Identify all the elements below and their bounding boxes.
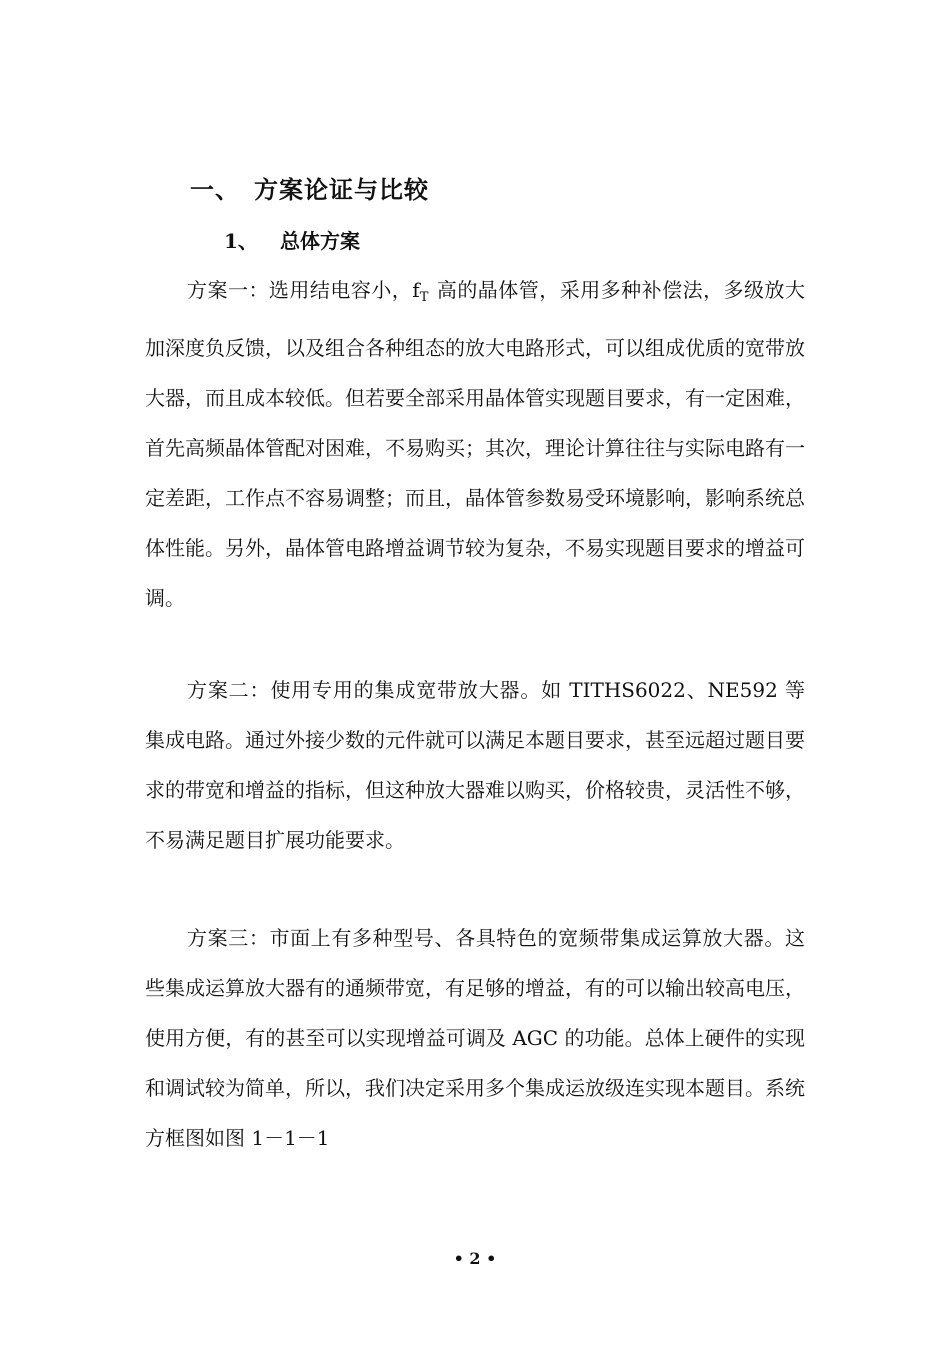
plan-one-text-start: 方案一：选用结电容小，f xyxy=(187,278,420,302)
section-title: 方案论证与比较 xyxy=(254,175,429,204)
section-heading xyxy=(190,172,429,208)
section-number: 一、 xyxy=(190,175,240,204)
subsection-number: 1、 xyxy=(224,229,258,253)
paragraph-plan-three: 方案三：市面上有多种型号、各具特色的宽频带集成运算放大器。这些集成运算放大器有的通频带宽，有足够的增益，有的可以输出较高电压，使用方便，有的甚至可以实现增益可调及 AGC 的功能。总体上硬件的实现和调试较为简单，所以，我们决定采用多个集成运放级连实现本题目。系统方框图如图 1－1－1 xyxy=(145,926,805,1150)
page-number: • 2 • xyxy=(453,1249,497,1268)
subsection-title: 总体方案 xyxy=(280,229,360,253)
paragraph-plan-two: 方案二：使用专用的集成宽带放大器。如 TITHS6022、NE592 等集成电路。通过外接少数的元件就可以满足本题目要求，甚至远超过题目要求的带宽和增益的指标，但这种放大器难以购买，价格较贵，灵活性不够，不易满足题目扩展功能要求。 xyxy=(145,678,805,852)
paragraph-plan-one xyxy=(145,265,805,623)
plan-one-text-rest: 高的晶体管，采用多种补偿法，多级放大加深度负反馈，以及组合各种组态的放大电路形式，可以组成优质的宽带放大器，而且成本较低。但若要全部采用晶体管实现题目要求，有一定困难，首先高频晶体管配对困难，不易购买；其次，理论计算往往与实际电路有一定差距，工作点不容易调整；而且，晶体管参数易受环境影响，影响系统总体性能。另外，晶体管电路增益调节较为复杂，不易实现题目要求的增益可调。 xyxy=(145,278,806,610)
subsection-heading xyxy=(224,225,360,257)
ft-subscript: T xyxy=(419,290,429,305)
